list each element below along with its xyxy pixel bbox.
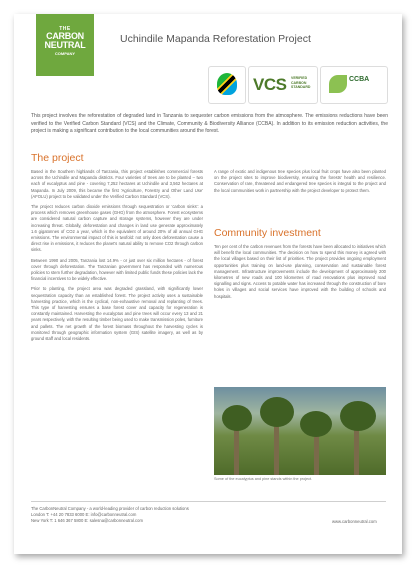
forest-paragraph-4: Prior to planting, the project area was degraded grassland, with significantly lower sequestration capacity than an established forest. The project activity uses a sustainable harvesting practice, which is the cyclical, non-exhaustive removal and replanting of trees. This type of harvesting ensures a base forest cover and capacity for regeneration is constantly maintained. Harvesting the eucalyptus and pine trees will occur every 13 and 21 years respectively, with the resulting timber being used to make transmission poles, furniture and pallets. The net growth of the forest biomass throughout the harvesting cycles is monitored through geographic information system (GIS) satellite imagery, as well as by ground staff and local residents. — [31, 286, 203, 342]
leaf-icon — [329, 75, 347, 93]
forest-paragraph-3: Between 1990 and 2005, Tanzania lost 14.9% - or just over six million hectares - of forest cover through deforestation. The Tanzanian government has responded with numerous policies to stem further degradation, however with limited public funds these policies lack the financial incentives to be widely effective. — [31, 257, 203, 282]
footer-divider — [31, 501, 386, 502]
community-paragraph: Ten per cent of the carbon revenues from the forests have been allocated to initiatives which will benefit the local communities. The decision on how to spend this money is agreed with the local villages based on their list of priorities. The project provides ongoing employment opportunities plus training on land-use planning, conservation and sustainable forest management. Infrastructure improvements include the development of approximately 200 kilometres of new roads and 100 kilometres of road renovations plus improved road signalling and signs. Access to potable water has increased through the construction of bore holes in villages and social services have improved with the building of schools and hospitals. — [214, 244, 386, 299]
community-heading: Community investment — [214, 227, 321, 239]
forest-heading: The project — [31, 152, 84, 164]
page-title: Uchindile Mapanda Reforestation Project — [120, 33, 311, 45]
biodiversity-paragraph — [214, 169, 386, 198]
ccba-label: CCBA — [349, 76, 370, 83]
ccba-badge — [320, 66, 388, 104]
forest-paragraph-1: Based in the Southern highlands of Tanzania, this project establishes commercial forests across the Uchindile and Mapanda districts. Four varieties of trees are to be planted – two each of eucalyptus and pine - covering 7,252 hectares at Uchindile and 3,562 hectares at Mapanda. In July 2009, this became the first 'Agriculture, Forestry and Other Land Use' (AFOLU) project to be validated under the Verified Carbon Standard (VCS). — [31, 169, 203, 199]
vcs-subtitle: VERIFIED CARBON STANDARD — [291, 76, 311, 89]
logo-the: THE — [59, 26, 71, 32]
footer-company-line: The CarbonNeutral Company - a world-leading provider of carbon reduction solutions — [31, 506, 189, 511]
footer-newyork-line: New York T: 1 646 367 5800 E: salesna@carbonneutral.com — [31, 518, 143, 523]
vcs-label: VCS — [253, 75, 287, 94]
tanzania-emblem-icon — [208, 66, 246, 104]
logo-neutral: NEUTRAL — [44, 40, 86, 50]
forest-paragraph-2: The project reduces carbon dioxide emissions through sequestration or 'carbon sinks': a process which removes greenhouse gases (GHG) from the atmosphere. Forest ecosystems are considered natural carbon capture and storage systems, however they are under increasing threat. Globally, deforestation and changes in land use generate approximately 1.6 gigatonnes of CO2 a year, which is the equivalent of around 20% of all annual GHG emissions. The environmental impact of this is twofold: not only does deforestation cause a direct rise in emissions, it reduces the planet's natural ability to remove CO2 through carbon sinks. — [31, 204, 203, 253]
carbon-neutral-logo — [36, 14, 94, 76]
logo-company: COMPANY — [54, 51, 76, 56]
vcs-badge — [248, 66, 318, 104]
biodiversity-text: A range of exotic and indigenous tree species plus local fruit crops have also been planted on the project sites to improve biodiversity, ensuring the forests' health and resilience. Conservation of rare, threatened and endangered tree species is integral to the project and the local communities work in partnership with the project developer to protect them. — [214, 169, 386, 193]
photo-caption: Some of the eucalyptus and pine stands within the project. — [214, 477, 313, 481]
forest-photo — [214, 387, 386, 475]
certification-badges — [208, 64, 388, 104]
community-column — [214, 244, 386, 304]
intro-paragraph: This project involves the reforestation of degraded land in Tanzania to sequester carbon emissions from the atmosphere. The emissions reductions have been verified to the Verified Carbon Standard (VCS) and the Climate, Community & Biodiversity Alliance (CCBA). In addition to its emission reduction activities, the project is making a significant contribution to the local communities around the forest. — [31, 113, 388, 135]
footer-website-link[interactable]: www.carbonneutral.com — [332, 519, 377, 524]
footer-contact — [31, 506, 189, 524]
logo-carbon: CARBON — [46, 31, 84, 41]
footer-london-line: London T: +44 20 7833 6000 E: info@carbonneutral.com — [31, 512, 137, 517]
forest-column — [31, 169, 203, 346]
project-page — [14, 14, 402, 554]
